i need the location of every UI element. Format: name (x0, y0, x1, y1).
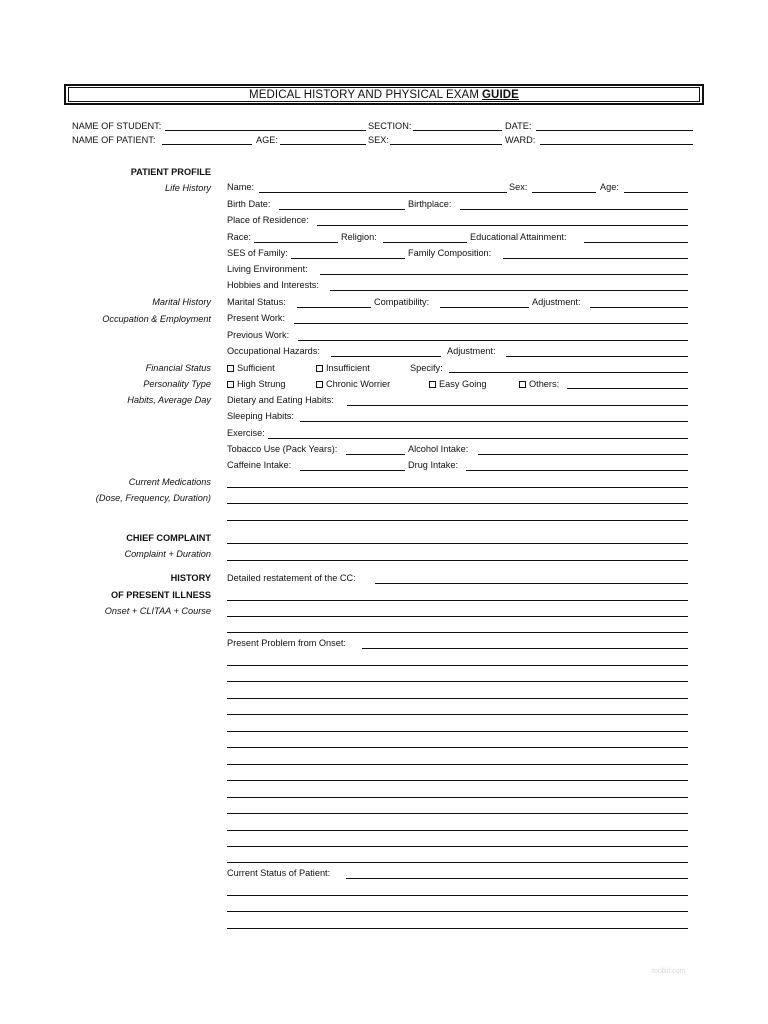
sleeping-label: Sleeping Habits: (227, 411, 294, 421)
high-strung-option[interactable] (227, 379, 286, 390)
others-checkbox[interactable] (519, 381, 526, 388)
others-field[interactable] (567, 388, 688, 389)
onset-label: Onset + CLITAA + Course (104, 606, 211, 616)
watermark: toolkit.com (652, 968, 686, 975)
alcohol-field[interactable] (478, 454, 688, 455)
current-meds-label: Current Medications (128, 477, 211, 487)
caffeine-field[interactable] (300, 470, 405, 471)
present-work-field[interactable] (294, 323, 688, 324)
caffeine-label: Caffeine Intake: (227, 460, 292, 470)
marital-status-field[interactable] (297, 307, 371, 308)
education-label: Educational Attainment: (470, 232, 567, 242)
patient-label: NAME OF PATIENT: (72, 135, 156, 145)
easy-going-option[interactable] (429, 379, 487, 390)
tobacco-label: Tobacco Use (Pack Years): (227, 444, 338, 454)
drug-field[interactable] (466, 470, 688, 471)
dietary-field[interactable] (347, 405, 688, 406)
sex2-label: Sex: (509, 182, 528, 192)
date-label: DATE: (505, 121, 532, 131)
complaint-line[interactable] (227, 543, 688, 544)
chronic-worrier-checkbox[interactable] (316, 381, 323, 388)
hobbies-label: Hobbies and Interests: (227, 280, 319, 290)
insufficient-text: Insufficient (326, 363, 370, 373)
race-field[interactable] (254, 242, 338, 243)
present-work-label: Present Work: (227, 313, 286, 323)
sufficient-text: Sufficient (237, 363, 275, 373)
easy-going-text: Easy Going (439, 379, 487, 389)
compatibility-field[interactable] (440, 307, 529, 308)
present-problem-line[interactable] (227, 665, 688, 666)
exercise-field[interactable] (268, 438, 688, 439)
sleeping-field[interactable] (300, 421, 688, 422)
adjustment2-label: Adjustment: (447, 346, 496, 356)
ward-field[interactable] (540, 144, 693, 145)
restatement-line[interactable] (227, 600, 688, 601)
name-field[interactable] (259, 192, 507, 193)
form-title (68, 87, 700, 102)
birthplace-field[interactable] (460, 209, 688, 210)
restatement-field[interactable] (375, 583, 688, 584)
restatement-line[interactable] (227, 632, 688, 633)
religion-field[interactable] (383, 242, 467, 243)
meds-line[interactable] (227, 503, 688, 504)
chief-complaint-heading: CHIEF COMPLAINT (126, 533, 211, 543)
specify-field[interactable] (449, 372, 688, 373)
drug-label: Drug Intake: (408, 460, 459, 470)
birthplace-label: Birthplace: (408, 199, 452, 209)
ses-label: SES of Family: (227, 248, 288, 258)
residence-label: Place of Residence: (227, 215, 309, 225)
adjustment2-field[interactable] (506, 356, 688, 357)
current-status-line[interactable] (227, 911, 688, 912)
high-strung-text: High Strung (237, 379, 286, 389)
habits-label: Habits, Average Day (127, 395, 211, 405)
others-option[interactable] (519, 379, 559, 390)
form-title-box (64, 84, 704, 105)
present-problem-line[interactable] (227, 747, 688, 748)
marital-history-label: Marital History (152, 297, 211, 307)
current-status-field[interactable] (346, 878, 688, 879)
complaint-line[interactable] (227, 560, 688, 561)
hobbies-field[interactable] (330, 290, 688, 291)
student-label: NAME OF STUDENT: (72, 121, 162, 131)
dietary-label: Dietary and Eating Habits: (227, 395, 334, 405)
sex-label: SEX: (368, 135, 389, 145)
insufficient-checkbox[interactable] (316, 365, 323, 372)
form-title-main: MEDICAL HISTORY AND PHYSICAL EXAM (249, 88, 480, 101)
age-label: AGE: (256, 135, 278, 145)
chronic-worrier-option[interactable] (316, 379, 390, 390)
insufficient-option[interactable] (316, 363, 370, 374)
occupation-label: Occupation & Employment (102, 314, 211, 324)
present-problem-line[interactable] (227, 797, 688, 798)
sex-field[interactable] (390, 144, 502, 145)
age2-label: Age: (600, 182, 619, 192)
patient-profile-heading: PATIENT PROFILE (130, 167, 211, 177)
present-problem-line[interactable] (227, 681, 688, 682)
sex2-field[interactable] (532, 192, 596, 193)
alcohol-label: Alcohol Intake: (408, 444, 469, 454)
meds-line[interactable] (227, 487, 688, 488)
financial-status-label: Financial Status (145, 363, 211, 373)
previous-work-label: Previous Work: (227, 330, 290, 340)
form-title-emph: GUIDE (482, 88, 519, 101)
adjustment-field[interactable] (590, 307, 688, 308)
family-comp-label: Family Composition: (408, 248, 492, 258)
present-problem-line[interactable] (227, 698, 688, 699)
high-strung-checkbox[interactable] (227, 381, 234, 388)
tobacco-field[interactable] (346, 454, 405, 455)
present-illness-heading: OF PRESENT ILLNESS (110, 590, 211, 600)
sufficient-option[interactable] (227, 363, 275, 374)
present-problem-line[interactable] (227, 846, 688, 847)
residence-field[interactable] (317, 225, 688, 226)
easy-going-checkbox[interactable] (429, 381, 436, 388)
family-comp-field[interactable] (503, 258, 688, 259)
ses-field[interactable] (291, 258, 405, 259)
restatement-line[interactable] (227, 616, 688, 617)
current-status-line[interactable] (227, 895, 688, 896)
complaint-duration-label: Complaint + Duration (124, 549, 211, 559)
chronic-worrier-text: Chronic Worrier (326, 379, 391, 389)
occ-hazards-label: Occupational Hazards: (227, 346, 320, 356)
present-problem-line[interactable] (227, 764, 688, 765)
present-problem-line[interactable] (227, 780, 688, 781)
sufficient-checkbox[interactable] (227, 365, 234, 372)
name-label: Name: (227, 182, 255, 192)
previous-work-field[interactable] (298, 340, 688, 341)
present-problem-line[interactable] (227, 830, 688, 831)
birth-date-field[interactable] (279, 209, 405, 210)
life-history-label: Life History (165, 183, 211, 193)
current-status-label: Current Status of Patient: (227, 868, 331, 878)
age-field[interactable] (280, 144, 366, 145)
section-field[interactable] (413, 130, 502, 131)
current-status-line[interactable] (227, 928, 688, 929)
occ-hazards-field[interactable] (331, 356, 441, 357)
personality-type-label: Personality Type (143, 379, 211, 389)
adjustment-label: Adjustment: (532, 297, 581, 307)
education-field[interactable] (584, 242, 688, 243)
compatibility-label: Compatibility: (374, 297, 430, 307)
others-text: Others: (529, 379, 560, 389)
religion-label: Religion: (341, 232, 377, 242)
present-problem-label: Present Problem from Onset: (227, 638, 346, 648)
birth-date-label: Birth Date: (227, 199, 271, 209)
ward-label: WARD: (505, 135, 536, 145)
meds-line[interactable] (227, 520, 688, 521)
living-env-field[interactable] (320, 274, 688, 275)
present-problem-field[interactable] (362, 648, 688, 649)
living-env-label: Living Environment: (227, 264, 308, 274)
student-field[interactable] (165, 130, 366, 131)
present-problem-line[interactable] (227, 813, 688, 814)
present-problem-line[interactable] (227, 862, 688, 863)
age2-field[interactable] (624, 192, 688, 193)
date-field[interactable] (536, 130, 693, 131)
present-problem-line[interactable] (227, 731, 688, 732)
dose-label: (Dose, Frequency, Duration) (95, 493, 211, 503)
specify-label: Specify: (410, 363, 443, 373)
patient-field[interactable] (162, 144, 252, 145)
history-heading: HISTORY (170, 573, 211, 583)
exercise-label: Exercise: (227, 428, 265, 438)
present-problem-line[interactable] (227, 714, 688, 715)
section-label: SECTION: (368, 121, 412, 131)
race-label: Race: (227, 232, 252, 242)
marital-status-label: Marital Status: (227, 297, 286, 307)
restatement-label: Detailed restatement of the CC: (227, 573, 356, 583)
